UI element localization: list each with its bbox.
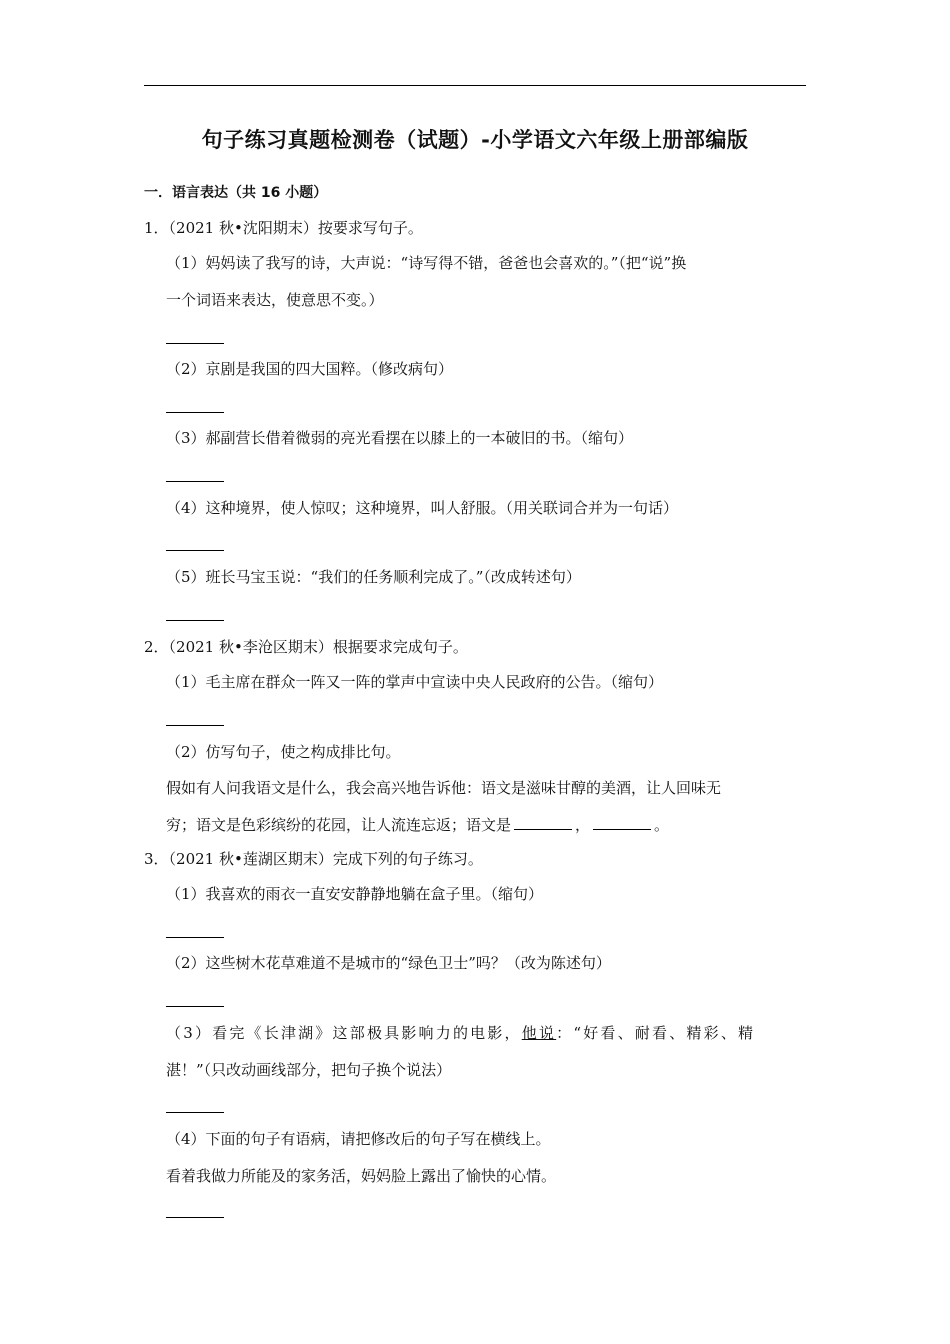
q3-sub3-line1 [166,1023,755,1043]
answer-blank[interactable] [166,481,224,482]
q3-sub2: （2）这些树木花草难道不是城市的“绿色卫士”吗？（改为陈述句） [166,954,611,972]
q2-passage-text: 穷；语文是色彩缤纷的花园，让人流连忘返；语文是 [166,816,512,834]
q3-sub3-line2: 湛！”（只改动画线部分，把句子换个说法） [166,1061,452,1079]
page-title: 句子练习真题检测卷（试题）-小学语文六年级上册部编版 [201,128,749,152]
header-rule [144,85,806,86]
q1-sub4: （4）这种境界，使人惊叹；这种境界，叫人舒服。（用关联词合并为一句话） [166,499,679,517]
answer-blank[interactable] [166,343,224,344]
question-3-head: 3．（2021 秋•莲湖区期末）完成下列的句子练习。 [144,850,483,868]
q1-sub3: （3）郝副营长借着微弱的亮光看摆在以膝上的一本破旧的书。（缩句） [166,429,634,447]
answer-blank[interactable] [166,1112,224,1113]
q1-sub5: （5）班长马宝玉说：“我们的任务顺利完成了。”（改成转述句） [166,568,581,586]
underlined-phrase: 他说 [521,1024,557,1042]
q2-passage-line1: 假如有人问我语文是什么，我会高兴地告诉他：语文是滋味甘醇的美酒，让人回味无 [166,779,722,797]
q3-sub3-text: （3）看完《长津湖》这部极具影响力的电影， [166,1024,522,1042]
question-1-head: 1．（2021 秋•沈阳期末）按要求写句子。 [144,219,423,237]
q3-sub4: （4）下面的句子有语病，请把修改后的句子写在横线上。 [166,1130,551,1148]
fill-blank-2[interactable] [593,815,651,830]
q3-sub3-quote: ：“好看、耐看、精彩、精 [556,1024,756,1042]
answer-blank[interactable] [166,620,224,621]
answer-blank[interactable] [166,412,224,413]
answer-blank[interactable] [166,550,224,551]
answer-blank[interactable] [166,725,224,726]
q1-sub1-line1: （1）妈妈读了我写的诗，大声说：“诗写得不错，爸爸也会喜欢的。”（把“说”换 [166,254,687,272]
question-2-head: 2．（2021 秋•李沧区期末）根据要求完成句子。 [144,638,468,656]
q2-sub1: （1）毛主席在群众一阵又一阵的掌声中宣读中央人民政府的公告。（缩句） [166,673,664,691]
q2-passage-line2 [166,815,669,835]
q3-sub1: （1）我喜欢的雨衣一直安安静静地躺在盒子里。（缩句） [166,885,544,903]
section-heading: 一．语言表达（共 16 小题） [144,185,328,201]
comma: ， [575,816,591,834]
period: 。 [654,816,670,834]
q2-sub2: （2）仿写句子，使之构成排比句。 [166,743,401,761]
answer-blank[interactable] [166,1217,224,1218]
q1-sub1-line2: 一个词语来表达，使意思不变。） [166,291,384,309]
answer-blank[interactable] [166,937,224,938]
fill-blank-1[interactable] [514,815,572,830]
answer-blank[interactable] [166,1006,224,1007]
q3-sub4-passage: 看着我做力所能及的家务活，妈妈脸上露出了愉快的心情。 [166,1167,557,1185]
q1-sub2: （2）京剧是我国的四大国粹。（修改病句） [166,360,454,378]
